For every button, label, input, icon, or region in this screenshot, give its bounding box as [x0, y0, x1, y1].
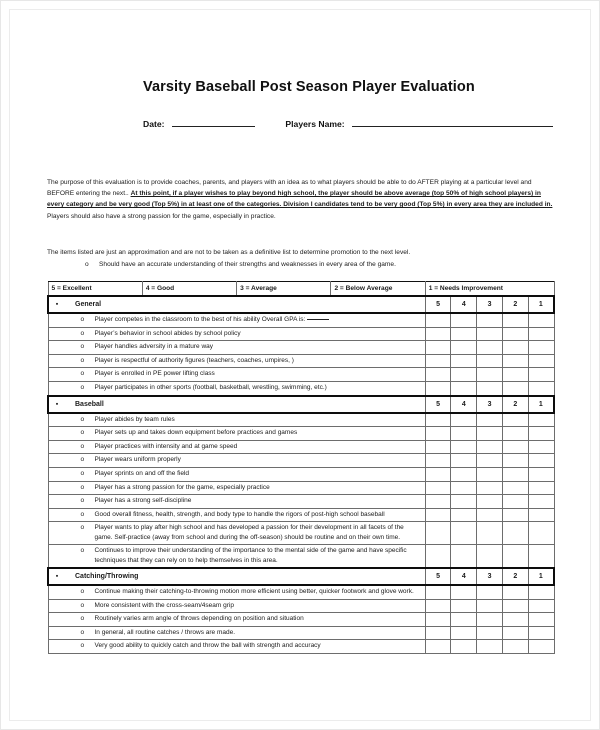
- rating-checkbox-cell-5[interactable]: [425, 599, 451, 613]
- circle-bullet-icon: o: [80, 442, 85, 450]
- rating-column-header: 1: [528, 568, 554, 585]
- player-name-label: Players Name:: [285, 119, 345, 129]
- rating-checkbox-cell-2[interactable]: [502, 440, 528, 454]
- criterion-text: Player practices with intensity and at game speed: [94, 442, 238, 450]
- circle-bullet-icon: o: [80, 343, 85, 351]
- criterion-text: Player has a strong self-discipline: [94, 497, 192, 505]
- rating-checkbox-cell-5[interactable]: [425, 585, 451, 599]
- rating-checkbox-cell-4[interactable]: [451, 508, 477, 522]
- table-row: [48, 495, 554, 509]
- rating-checkbox-cell-3[interactable]: [477, 327, 503, 341]
- table-row: [48, 613, 554, 627]
- criterion-text: Player wants to play after high school and has developed a passion for their development in all facets of the game. Self-practice (away from school and during the off-season) should be routine and on their own time.: [94, 523, 404, 542]
- circle-bullet-icon: o: [80, 615, 85, 623]
- rating-scale-cell: 4 = Good: [142, 282, 236, 297]
- criterion-cell: [48, 640, 425, 654]
- rating-scale-cell: 5 = Excellent: [48, 282, 142, 297]
- page-title: Varsity Baseball Post Season Player Evaluation: [143, 79, 475, 95]
- rating-checkbox-cell-1[interactable]: [528, 495, 554, 509]
- rating-column-header: 5: [425, 568, 451, 585]
- square-bullet-icon: ▪: [55, 400, 59, 408]
- criterion-cell: [48, 327, 425, 341]
- bullet-marker-icon: o: [85, 261, 89, 268]
- criterion-text: Player is respectful of authority figures (teachers, coaches, umpires, ): [94, 356, 294, 364]
- rating-checkbox-cell-3[interactable]: [477, 440, 503, 454]
- rating-checkbox-cell-2[interactable]: [502, 327, 528, 341]
- rating-checkbox-cell-3[interactable]: [477, 613, 503, 627]
- rating-checkbox-cell-1[interactable]: [528, 354, 554, 368]
- rating-checkbox-cell-4[interactable]: [451, 545, 477, 568]
- rating-checkbox-cell-1[interactable]: [528, 313, 554, 327]
- criterion-text: Player’s behavior in school abides by school policy: [94, 329, 241, 337]
- criterion-cell: [48, 413, 425, 427]
- table-row: [48, 481, 554, 495]
- gpa-input-line[interactable]: [307, 318, 329, 320]
- rating-checkbox-cell-2[interactable]: [502, 613, 528, 627]
- table-row: [48, 640, 554, 654]
- rating-checkbox-cell-3[interactable]: [477, 313, 503, 327]
- understanding-bullet-text: Should have an accurate understanding of their strengths and weaknesses in every area of the game.: [99, 261, 396, 268]
- rating-checkbox-cell-5[interactable]: [425, 613, 451, 627]
- rating-checkbox-cell-2[interactable]: [502, 381, 528, 395]
- circle-bullet-icon: o: [80, 642, 85, 650]
- rating-checkbox-cell-3[interactable]: [477, 481, 503, 495]
- criterion-cell: [48, 508, 425, 522]
- rating-checkbox-cell-3[interactable]: [477, 467, 503, 481]
- section-header-row: [48, 296, 554, 313]
- understanding-bullet: [85, 259, 545, 270]
- criterion-cell: [48, 545, 425, 568]
- criterion-text: Continue making their catching-to-throwing motion more efficient using better, quicker footwork and glove work.: [94, 588, 414, 596]
- criterion-text: Very good ability to quickly catch and throw the ball with strength and accuracy: [94, 642, 321, 650]
- criterion-text: Player abides by team rules: [94, 415, 175, 423]
- table-row: [48, 368, 554, 382]
- criterion-text: Player sprints on and off the field: [94, 470, 190, 478]
- rating-checkbox-cell-3[interactable]: [477, 495, 503, 509]
- evaluation-table-body: [48, 282, 554, 654]
- criterion-cell: [48, 313, 425, 327]
- rating-checkbox-cell-5[interactable]: [425, 354, 451, 368]
- rating-checkbox-cell-3[interactable]: [477, 640, 503, 654]
- rating-checkbox-cell-2[interactable]: [502, 599, 528, 613]
- rating-checkbox-cell-3[interactable]: [477, 368, 503, 382]
- criterion-text: Player wears uniform properly: [94, 456, 181, 464]
- rating-checkbox-cell-5[interactable]: [425, 454, 451, 468]
- criterion-text: Player is enrolled in PE power lifting class: [94, 370, 215, 378]
- circle-bullet-icon: o: [80, 546, 85, 554]
- purpose-text-tail: Players should also have a strong passion for the game, especially in practice.: [47, 212, 276, 220]
- rating-column-header: 2: [502, 296, 528, 313]
- criterion-cell: [48, 626, 425, 640]
- rating-checkbox-cell-2[interactable]: [502, 481, 528, 495]
- criterion-text: More consistent with the cross-seam/4seam grip: [94, 601, 234, 609]
- rating-column-header: 2: [502, 568, 528, 585]
- rating-checkbox-cell-3[interactable]: [477, 454, 503, 468]
- rating-checkbox-cell-4[interactable]: [451, 640, 477, 654]
- approximation-paragraph: The items listed are just an approximation and are not to be taken as a definitive list to determine promotion to the next level.: [47, 249, 411, 256]
- rating-checkbox-cell-4[interactable]: [451, 522, 477, 545]
- rating-checkbox-cell-5[interactable]: [425, 522, 451, 545]
- rating-checkbox-cell-2[interactable]: [502, 354, 528, 368]
- rating-checkbox-cell-1[interactable]: [528, 341, 554, 355]
- section-title-cell: [48, 568, 425, 585]
- rating-checkbox-cell-2[interactable]: [502, 495, 528, 509]
- circle-bullet-icon: o: [80, 601, 85, 609]
- rating-scale-cell: 3 = Average: [237, 282, 331, 297]
- criterion-cell: [48, 481, 425, 495]
- section-title-text: General: [75, 301, 102, 308]
- table-row: [48, 522, 554, 545]
- evaluation-table: [47, 281, 555, 654]
- table-row: [48, 599, 554, 613]
- rating-column-header: 5: [425, 296, 451, 313]
- rating-checkbox-cell-2[interactable]: [502, 454, 528, 468]
- rating-checkbox-cell-1[interactable]: [528, 613, 554, 627]
- rating-checkbox-cell-4[interactable]: [451, 368, 477, 382]
- rating-scale-row: [48, 282, 554, 297]
- rating-checkbox-cell-1[interactable]: [528, 467, 554, 481]
- rating-checkbox-cell-1[interactable]: [528, 440, 554, 454]
- rating-checkbox-cell-4[interactable]: [451, 341, 477, 355]
- table-row: [48, 427, 554, 441]
- rating-checkbox-cell-4[interactable]: [451, 626, 477, 640]
- rating-column-header: 2: [502, 396, 528, 413]
- rating-checkbox-cell-4[interactable]: [451, 427, 477, 441]
- rating-checkbox-cell-1[interactable]: [528, 413, 554, 427]
- date-label: Date:: [143, 119, 165, 129]
- rating-checkbox-cell-1[interactable]: [528, 327, 554, 341]
- rating-checkbox-cell-3[interactable]: [477, 508, 503, 522]
- rating-checkbox-cell-5[interactable]: [425, 440, 451, 454]
- circle-bullet-icon: o: [80, 523, 85, 531]
- criterion-cell: [48, 427, 425, 441]
- rating-checkbox-cell-4[interactable]: [451, 495, 477, 509]
- criterion-text: Player handles adversity in a mature way: [94, 343, 214, 351]
- circle-bullet-icon: o: [80, 497, 85, 505]
- table-row: [48, 585, 554, 599]
- section-header-row: [48, 568, 554, 585]
- rating-checkbox-cell-5[interactable]: [425, 508, 451, 522]
- rating-scale-cell: 2 = Below Average: [331, 282, 425, 297]
- circle-bullet-icon: o: [80, 329, 85, 337]
- rating-checkbox-cell-4[interactable]: [451, 313, 477, 327]
- criterion-text: Continues to improve their understanding of the importance to the mental side of the game and have specific techniques that they can rely on to help themselves in this area.: [94, 546, 407, 565]
- rating-checkbox-cell-5[interactable]: [425, 427, 451, 441]
- rating-checkbox-cell-4[interactable]: [451, 454, 477, 468]
- rating-checkbox-cell-1[interactable]: [528, 454, 554, 468]
- rating-checkbox-cell-5[interactable]: [425, 368, 451, 382]
- rating-checkbox-cell-1[interactable]: [528, 427, 554, 441]
- rating-checkbox-cell-5[interactable]: [425, 626, 451, 640]
- rating-checkbox-cell-1[interactable]: [528, 599, 554, 613]
- rating-checkbox-cell-2[interactable]: [502, 368, 528, 382]
- square-bullet-icon: ▪: [55, 572, 59, 580]
- rating-column-header: 5: [425, 396, 451, 413]
- date-input-line[interactable]: [172, 125, 256, 127]
- circle-bullet-icon: o: [80, 415, 85, 423]
- criterion-text: Routinely varies arm angle of throws depending on position and situation: [94, 615, 304, 623]
- rating-checkbox-cell-1[interactable]: [528, 381, 554, 395]
- rating-checkbox-cell-2[interactable]: [502, 467, 528, 481]
- rating-checkbox-cell-1[interactable]: [528, 508, 554, 522]
- circle-bullet-icon: o: [80, 429, 85, 437]
- rating-checkbox-cell-2[interactable]: [502, 427, 528, 441]
- section-header-row: [48, 396, 554, 413]
- table-row: [48, 341, 554, 355]
- rating-checkbox-cell-4[interactable]: [451, 481, 477, 495]
- rating-column-header: 3: [477, 568, 503, 585]
- rating-scale-cell: 1 = Needs Improvement: [425, 282, 554, 297]
- rating-checkbox-cell-2[interactable]: [502, 508, 528, 522]
- criterion-cell: [48, 354, 425, 368]
- rating-checkbox-cell-2[interactable]: [502, 545, 528, 568]
- rating-checkbox-cell-4[interactable]: [451, 327, 477, 341]
- criterion-cell: [48, 341, 425, 355]
- rating-checkbox-cell-5[interactable]: [425, 381, 451, 395]
- criterion-cell: [48, 467, 425, 481]
- square-bullet-icon: ▪: [55, 301, 59, 308]
- rating-checkbox-cell-2[interactable]: [502, 585, 528, 599]
- table-row: [48, 381, 554, 395]
- rating-checkbox-cell-2[interactable]: [502, 522, 528, 545]
- purpose-text-emphasis: At this point, if a player wishes to play beyond high school, the player should be above average (top 50% of high school players) in every category and be very good (Top 5%) in at least one of the categories. Division I candidates tend to be very good (Top 5%) in every area they are included in.: [47, 190, 553, 209]
- rating-checkbox-cell-4[interactable]: [451, 381, 477, 395]
- rating-checkbox-cell-1[interactable]: [528, 481, 554, 495]
- rating-checkbox-cell-3[interactable]: [477, 427, 503, 441]
- criterion-cell: [48, 613, 425, 627]
- rating-checkbox-cell-4[interactable]: [451, 613, 477, 627]
- rating-checkbox-cell-1[interactable]: [528, 368, 554, 382]
- rating-checkbox-cell-5[interactable]: [425, 545, 451, 568]
- criterion-cell: [48, 381, 425, 395]
- rating-checkbox-cell-3[interactable]: [477, 626, 503, 640]
- criterion-text: Player has a strong passion for the game, especially practice: [94, 483, 270, 491]
- criterion-text: Good overall fitness, health, strength, and body type to handle the rigors of post-high school baseball: [94, 510, 385, 518]
- rating-checkbox-cell-4[interactable]: [451, 413, 477, 427]
- circle-bullet-icon: o: [80, 384, 85, 392]
- criterion-text: In general, all routine catches / throws are made.: [94, 628, 236, 636]
- rating-checkbox-cell-5[interactable]: [425, 481, 451, 495]
- circle-bullet-icon: o: [80, 356, 85, 364]
- criterion-text: Player competes in the classroom to the best of his ability Overall GPA is:: [95, 315, 423, 325]
- circle-bullet-icon: o: [80, 628, 85, 636]
- circle-bullet-icon: o: [80, 316, 85, 324]
- rating-column-header: 1: [528, 296, 554, 313]
- rating-checkbox-cell-3[interactable]: [477, 522, 503, 545]
- rating-checkbox-cell-3[interactable]: [477, 341, 503, 355]
- rating-checkbox-cell-2[interactable]: [502, 640, 528, 654]
- rating-column-header: 4: [451, 396, 477, 413]
- rating-column-header: 3: [477, 296, 503, 313]
- purpose-text-lead: The purpose of this evaluation is to provide coaches, parents, and players with an idea as to what players should be able to do AFTER playing at a particular level and BEFORE entering the next..: [47, 179, 532, 198]
- rating-checkbox-cell-3[interactable]: [477, 354, 503, 368]
- criterion-cell: [48, 585, 425, 599]
- circle-bullet-icon: o: [80, 588, 85, 596]
- rating-checkbox-cell-4[interactable]: [451, 585, 477, 599]
- rating-checkbox-cell-4[interactable]: [451, 354, 477, 368]
- table-row: [48, 413, 554, 427]
- player-name-input-line[interactable]: [352, 125, 553, 127]
- criterion-text: Player sets up and takes down equipment before practices and games: [94, 429, 298, 437]
- rating-checkbox-cell-4[interactable]: [451, 467, 477, 481]
- criterion-cell: [48, 522, 425, 545]
- rating-checkbox-cell-4[interactable]: [451, 440, 477, 454]
- rating-column-header: 3: [477, 396, 503, 413]
- rating-checkbox-cell-3[interactable]: [477, 413, 503, 427]
- rating-checkbox-cell-3[interactable]: [477, 381, 503, 395]
- criterion-cell: [48, 454, 425, 468]
- rating-checkbox-cell-1[interactable]: [528, 522, 554, 545]
- table-row: [48, 467, 554, 481]
- table-row: [48, 440, 554, 454]
- table-row: [48, 545, 554, 568]
- circle-bullet-icon: o: [80, 470, 85, 478]
- rating-checkbox-cell-1[interactable]: [528, 626, 554, 640]
- table-row: [48, 327, 554, 341]
- rating-checkbox-cell-5[interactable]: [425, 413, 451, 427]
- rating-checkbox-cell-2[interactable]: [502, 626, 528, 640]
- section-title-text: Baseball: [75, 400, 104, 408]
- table-row: [48, 354, 554, 368]
- rating-column-header: 4: [451, 296, 477, 313]
- rating-checkbox-cell-3[interactable]: [477, 599, 503, 613]
- form-fields-row: [143, 119, 553, 129]
- rating-column-header: 1: [528, 396, 554, 413]
- rating-checkbox-cell-3[interactable]: [477, 545, 503, 568]
- purpose-paragraph: [47, 177, 555, 222]
- circle-bullet-icon: o: [80, 456, 85, 464]
- criterion-cell: [48, 599, 425, 613]
- rating-checkbox-cell-2[interactable]: [502, 313, 528, 327]
- rating-checkbox-cell-5[interactable]: [425, 313, 451, 327]
- rating-checkbox-cell-1[interactable]: [528, 545, 554, 568]
- table-row: [48, 508, 554, 522]
- rating-checkbox-cell-1[interactable]: [528, 585, 554, 599]
- criterion-text: Player participates in other sports (football, basketball, wrestling, swimming, etc.): [94, 384, 327, 392]
- circle-bullet-icon: o: [80, 510, 85, 518]
- rating-checkbox-cell-5[interactable]: [425, 495, 451, 509]
- rating-column-header: 4: [451, 568, 477, 585]
- rating-checkbox-cell-2[interactable]: [502, 341, 528, 355]
- section-title-cell: [48, 296, 425, 313]
- table-row: [48, 626, 554, 640]
- criterion-cell: [48, 368, 425, 382]
- criterion-cell: [48, 440, 425, 454]
- criterion-cell: [48, 495, 425, 509]
- section-title-text: Catching/Throwing: [75, 572, 139, 580]
- table-row: [48, 454, 554, 468]
- circle-bullet-icon: o: [80, 370, 85, 378]
- rating-checkbox-cell-5[interactable]: [425, 341, 451, 355]
- rating-checkbox-cell-5[interactable]: [425, 327, 451, 341]
- rating-checkbox-cell-5[interactable]: [425, 467, 451, 481]
- rating-checkbox-cell-2[interactable]: [502, 413, 528, 427]
- circle-bullet-icon: o: [80, 483, 85, 491]
- rating-checkbox-cell-1[interactable]: [528, 640, 554, 654]
- rating-checkbox-cell-4[interactable]: [451, 599, 477, 613]
- section-title-cell: [48, 396, 425, 413]
- table-row: [48, 313, 554, 327]
- rating-checkbox-cell-5[interactable]: [425, 640, 451, 654]
- rating-checkbox-cell-3[interactable]: [477, 585, 503, 599]
